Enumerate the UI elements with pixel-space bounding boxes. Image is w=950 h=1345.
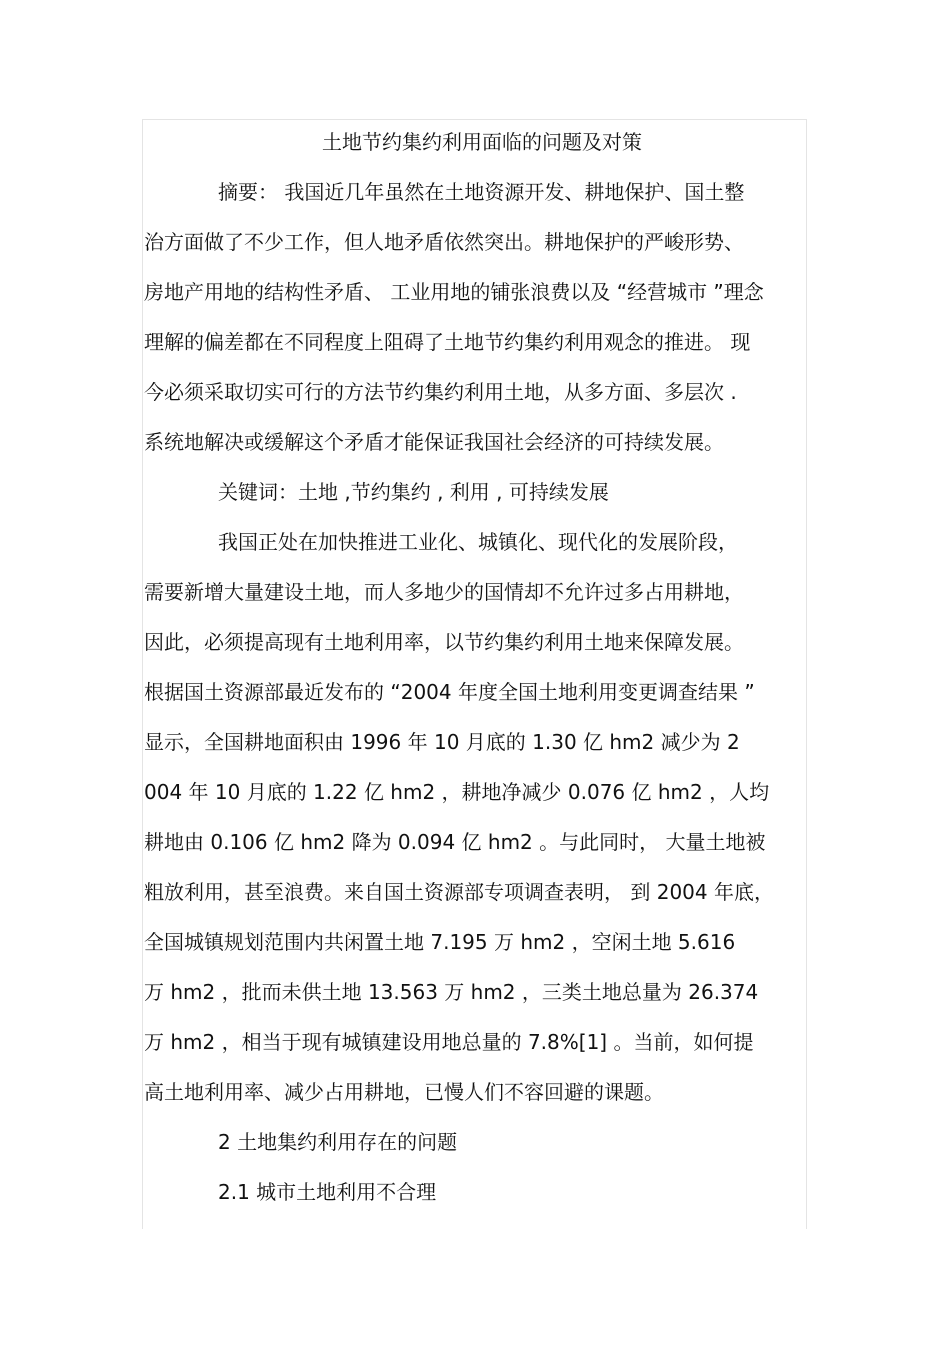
body-line-11: 万 hm2 ，相当于现有城镇建设用地总量的 7.8%[1] 。当前，如何提 <box>144 1030 754 1054</box>
body-line-7: 耕地由 0.106 亿 hm2 降为 0.094 亿 hm2 。与此同时， 大量土地被 <box>144 830 766 854</box>
subsection-heading: 2.1 城市土地利用不合理 <box>218 1180 437 1204</box>
body-line-1: 我国正处在加快推进工业化、城镇化、现代化的发展阶段， <box>218 530 738 554</box>
keywords-line: 关键词：土地 ,节约集约 , 利用 , 可持续发展 <box>218 480 609 504</box>
body-line-3: 因此，必须提高现有土地利用率，以节约集约利用土地来保障发展。 <box>144 630 744 654</box>
abstract-line-6: 系统地解决或缓解这个矛盾才能保证我国社会经济的可持续发展。 <box>144 430 724 454</box>
body-line-2: 需要新增大量建设土地，而人多地少的国情却不允许过多占用耕地， <box>144 580 744 604</box>
abstract-line-2: 治方面做了不少工作，但人地矛盾依然突出。耕地保护的严峻形势、 <box>144 230 744 254</box>
section-heading: 2 土地集约利用存在的问题 <box>218 1130 458 1154</box>
document-title: 土地节约集约利用面临的问题及对策 <box>322 130 642 154</box>
body-line-9: 全国城镇规划范围内共闲置土地 7.195 万 hm2 ，空闲土地 5.616 <box>144 930 736 954</box>
body-line-8: 粗放利用，甚至浪费。来自国土资源部专项调查表明， 到 2004 年底， <box>144 880 774 904</box>
body-line-10: 万 hm2 ，批而未供土地 13.563 万 hm2 ，三类土地总量为 26.374 <box>144 980 759 1004</box>
abstract-line-1: 摘要： 我国近几年虽然在土地资源开发、耕地保护、国土整 <box>218 180 745 204</box>
body-line-5: 显示，全国耕地面积由 1996 年 10 月底的 1.30 亿 hm2 减少为 2 <box>144 730 740 754</box>
abstract-line-4: 理解的偏差都在不同程度上阻碍了土地节约集约利用观念的推进。 现 <box>144 330 751 354</box>
abstract-line-5: 今必须采取切实可行的方法节约集约利用土地，从多方面、多层次 . <box>144 380 737 404</box>
body-line-4: 根据国土资源部最近发布的 “2004 年度全国土地利用变更调查结果 ” <box>144 680 755 704</box>
body-line-6: 004 年 10 月底的 1.22 亿 hm2 ，耕地净减少 0.076 亿 hm2 ，人均 <box>144 780 770 804</box>
abstract-line-3: 房地产用地的结构性矛盾、 工业用地的铺张浪费以及 “经营城市 ”理念 <box>144 280 764 304</box>
body-line-12: 高土地利用率、减少占用耕地，已慢人们不容回避的课题。 <box>144 1080 664 1104</box>
document-body <box>144 124 806 1224</box>
